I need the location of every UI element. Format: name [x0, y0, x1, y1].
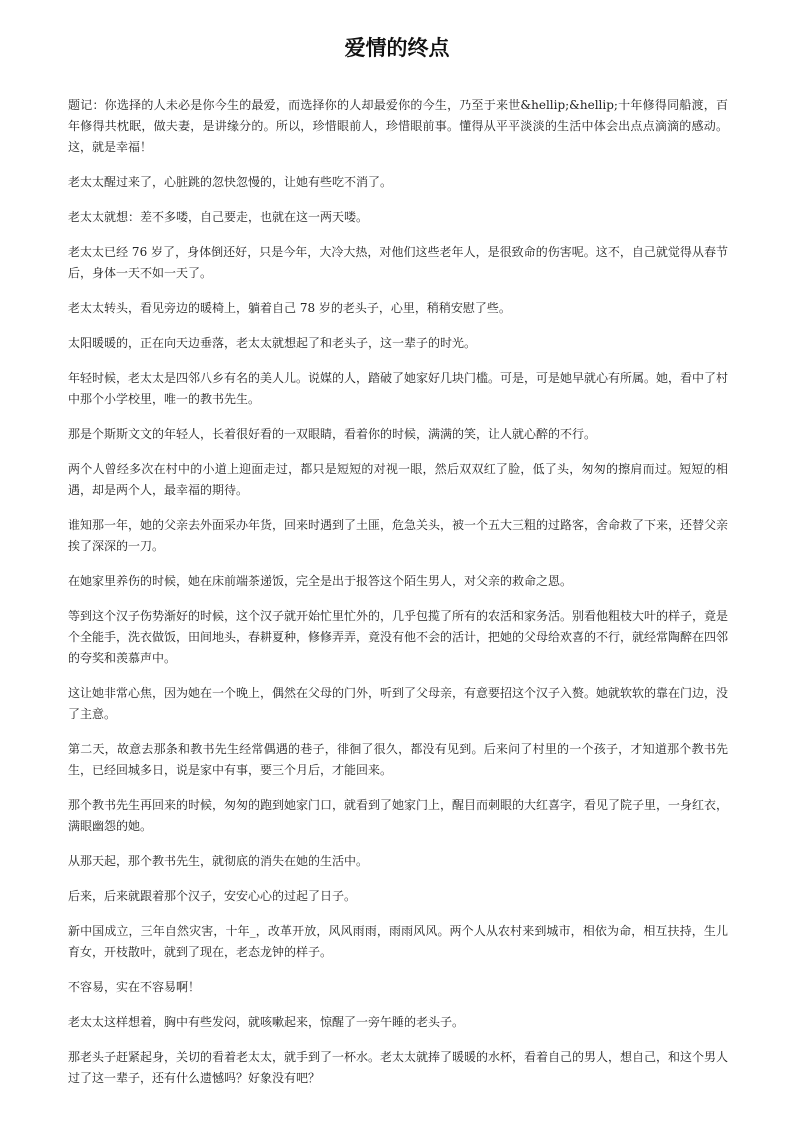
paragraph: 在她家里养伤的时候，她在床前端茶递饭，完全是出于报答这个陌生男人，对父亲的救命之恩。	[68, 574, 573, 588]
paragraph: 那个教书先生再回来的时候，匆匆的跑到她家门口，就看到了她家门上，醒目而刺眼的大红喜字，看见了院子里，一身红衣，满眼幽怨的她。	[68, 798, 729, 833]
paragraph: 年轻时候，老太太是四邻八乡有名的美人儿。说媒的人，踏破了她家好几块门槛。可是，可是她早就心有所属。她，看中了村中那个小学校里，唯一的教书先生。	[68, 371, 729, 406]
paragraph: 老太太已经 76 岁了，身体倒还好，只是今年，大冷大热，对他们这些老年人，是很致命的伤害呢。这不，自己就觉得从春节后，身体一天不如一天了。	[68, 245, 728, 280]
paragraph-epigraph: 题记：你选择的人未必是你今生的最爱，而选择你的人却最爱你的今生，乃至于来世&hellip;&hellip;十年修得同船渡，百年修得共枕眠，做夫妻，是讲缘分的。所以，珍惜眼前人，珍惜眼前事。懂得从平平淡淡的生活中体会出点点滴滴的感动。这，就是幸福！	[68, 98, 728, 154]
paragraph: 那是个斯斯文文的年轻人，长着很好看的一双眼睛，看着你的时候，满满的笑，让人就心醉的不行。	[68, 427, 597, 441]
paragraph: 这让她非常心焦，因为她在一个晚上，偶然在父母的门外，听到了父母亲，有意要招这个汉子入赘。她就软软的靠在门边，没了主意。	[68, 686, 729, 721]
paragraph: 新中国成立，三年自然灾害，十年_，改革开放，风风雨雨，雨雨风风。两个人从农村来到城市，相依为命，相互扶持，生儿育女，开枝散叶，就到了现在，老态龙钟的样子。	[68, 924, 728, 959]
paragraph: 后来，后来就跟着那个汉子，安安心心的过起了日子。	[68, 889, 357, 903]
document-title: 爱情的终点	[344, 36, 450, 60]
paragraph: 等到这个汉子伤势渐好的时候，这个汉子就开始忙里忙外的，几乎包揽了所有的农活和家务活。别看他粗枝大叶的样子，竟是个全能手，洗衣做饭，田间地头，春耕夏种，修修弄弄，竟没有他不会的活计，把她的父母给欢喜的不行，就经常陶醉在四邻的夸奖和羡慕声中。	[68, 609, 729, 665]
paragraph: 老太太就想：差不多喽，自己要走，也就在这一两天喽。	[68, 210, 369, 224]
paragraph: 老太太醒过来了，心脏跳的忽快忽慢的，让她有些吃不消了。	[68, 175, 393, 189]
paragraph: 两个人曾经多次在村中的小道上迎面走过，都只是短短的对视一眼，然后双双红了脸，低了头，匆匆的擦肩而过。短短的相遇，却是两个人，最幸福的期待。	[68, 462, 728, 497]
document-body	[68, 95, 728, 1103]
paragraph: 从那天起，那个教书先生，就彻底的消失在她的生活中。	[68, 854, 369, 868]
paragraph: 太阳暖暖的，正在向天边垂落，老太太就想起了和老头子，这一辈子的时光。	[68, 336, 477, 350]
paragraph: 老太太转头，看见旁边的暖椅上，躺着自己 78 岁的老头子，心里，稍稍安慰了些。	[68, 301, 511, 315]
paragraph: 谁知那一年，她的父亲去外面采办年货，回来时遇到了土匪，危急关头，被一个五大三粗的过路客，舍命救了下来，还替父亲挨了深深的一刀。	[68, 518, 729, 553]
paragraph: 第二天，故意去那条和教书先生经常偶遇的巷子，徘徊了很久，都没有见到。后来问了村里的一个孩子，才知道那个教书先生，已经回城多日，说是家中有事，要三个月后，才能回来。	[68, 742, 728, 777]
paragraph: 那老头子赶紧起身，关切的看着老太太，就手到了一杯水。老太太就捧了暖暖的水杯，看着自己的男人，想自己，和这个男人过了这一辈子，还有什么遗憾吗？好象没有吧？	[68, 1050, 729, 1085]
paragraph: 不容易，实在不容易啊！	[68, 980, 201, 994]
paragraph: 老太太这样想着，胸中有些发闷，就咳嗽起来，惊醒了一旁午睡的老头子。	[68, 1015, 465, 1029]
